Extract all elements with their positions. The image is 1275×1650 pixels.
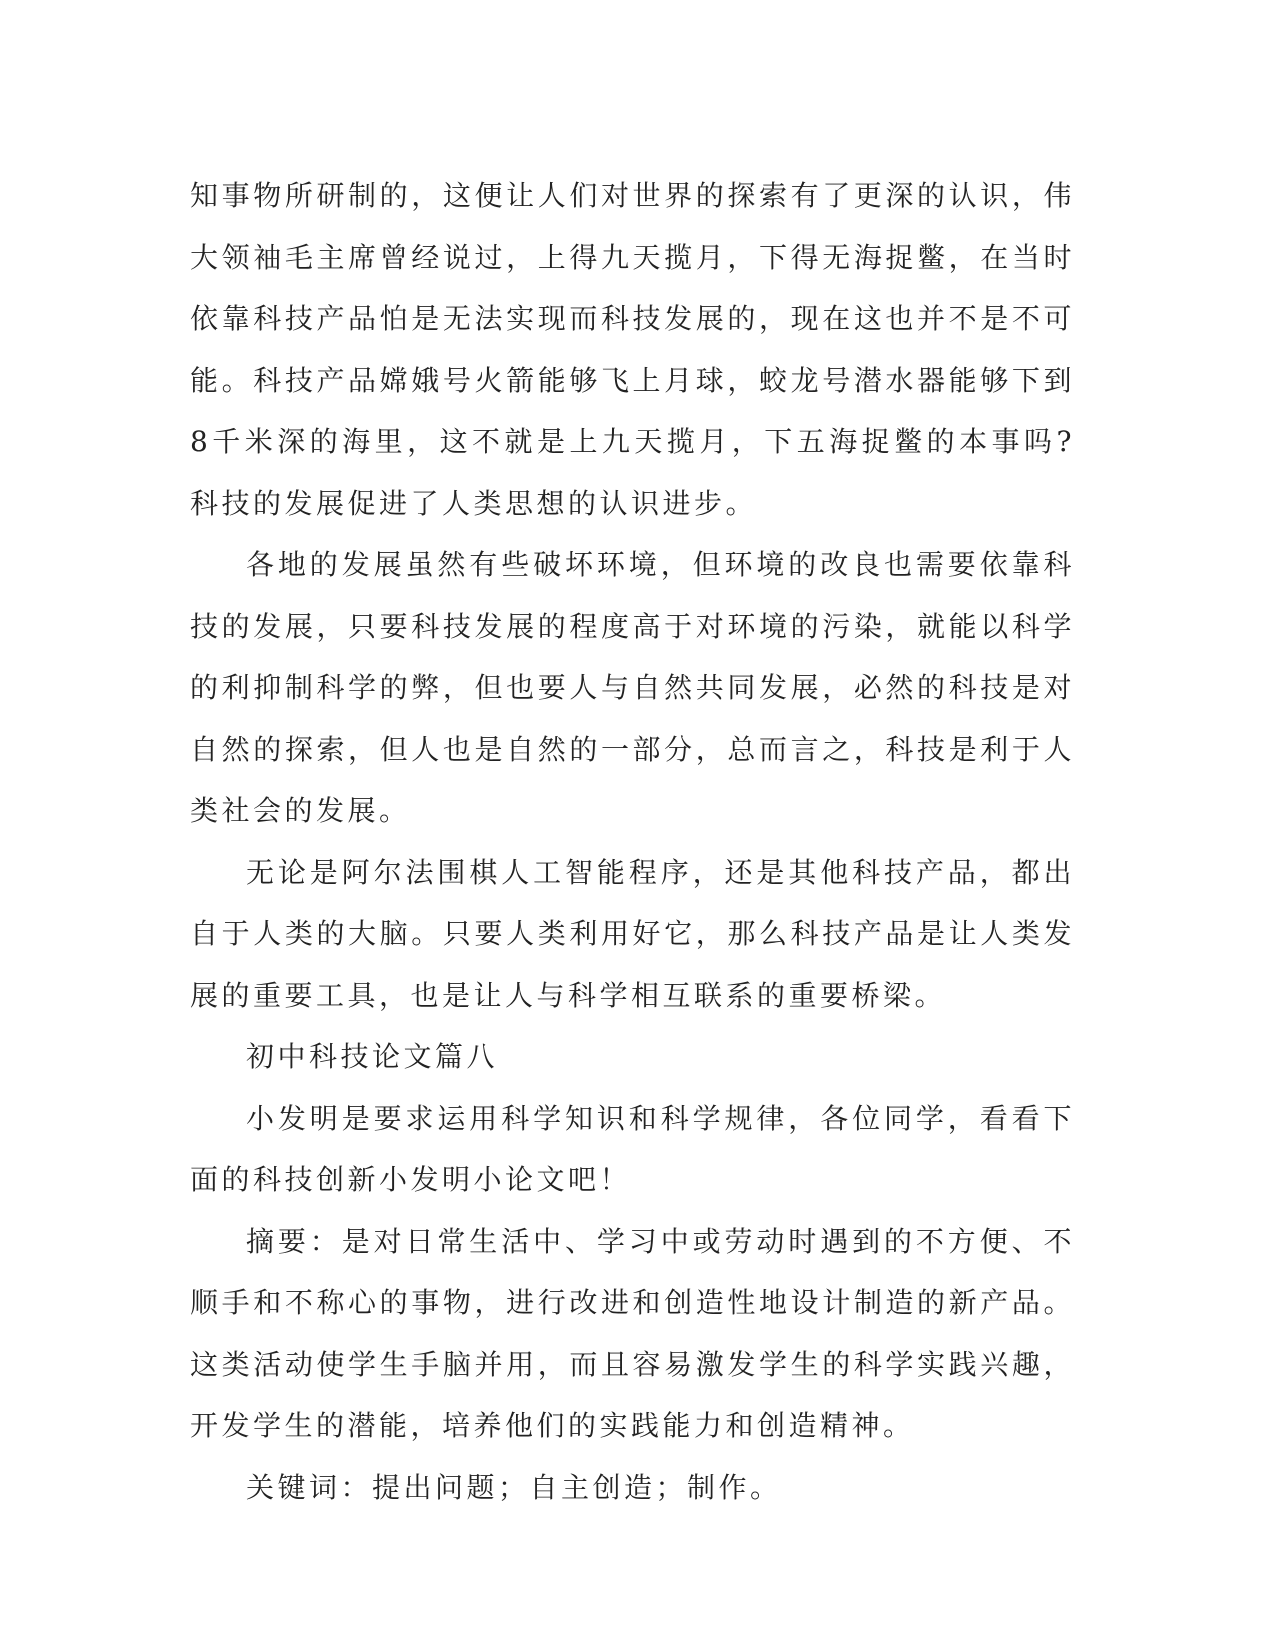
paragraph-alphago: 无论是阿尔法围棋人工智能程序，还是其他科技产品，都出自于人类的大脑。只要人类利用好它，那么科技产品是让人类发展的重要工具，也是让人与科学相互联系的重要桥梁。 (190, 855, 1075, 1012)
paragraph-abstract: 摘要：是对日常生活中、学习中或劳动时遇到的不方便、不顺手和不称心的事物，进行改进和创造性地设计制造的新产品。这类活动使学生手脑并用，而且容易激发学生的科学实践兴趣，开发学生的潜能，培养他们的实践能力和创造精神。 (190, 1224, 1075, 1442)
paragraph-continuation: 知事物所研制的，这便让人们对世界的探索有了更深的认识，伟大领袖毛主席曾经说过，上得九天揽月，下得无海捉鳖，在当时依靠科技产品怕是无法实现而科技发展的，现在这也并不是不可能。科技产品嫦娥号火箭能够飞上月球，蛟龙号潜水器能够下到8千米深的海里，这不就是上九天揽月，下五海捉鳖的本事吗?科技的发展促进了人类思想的认识进步。 (190, 179, 1075, 520)
document-body (190, 165, 1075, 1518)
paragraph-environment: 各地的发展虽然有些破坏环境，但环境的改良也需要依靠科技的发展，只要科技发展的程度高于对环境的污染，就能以科学的利抑制科学的弊，但也要人与自然共同发展，必然的科技是对自然的探索，但人也是自然的一部分，总而言之，科技是利于人类社会的发展。 (190, 548, 1075, 827)
paragraph-keywords: 关键词：提出问题；自主创造；制作。 (246, 1470, 782, 1504)
paragraph-intro: 小发明是要求运用科学知识和科学规律，各位同学，看看下面的科技创新小发明小论文吧！ (190, 1101, 1075, 1196)
section-heading: 初中科技论文篇八 (246, 1040, 499, 1073)
